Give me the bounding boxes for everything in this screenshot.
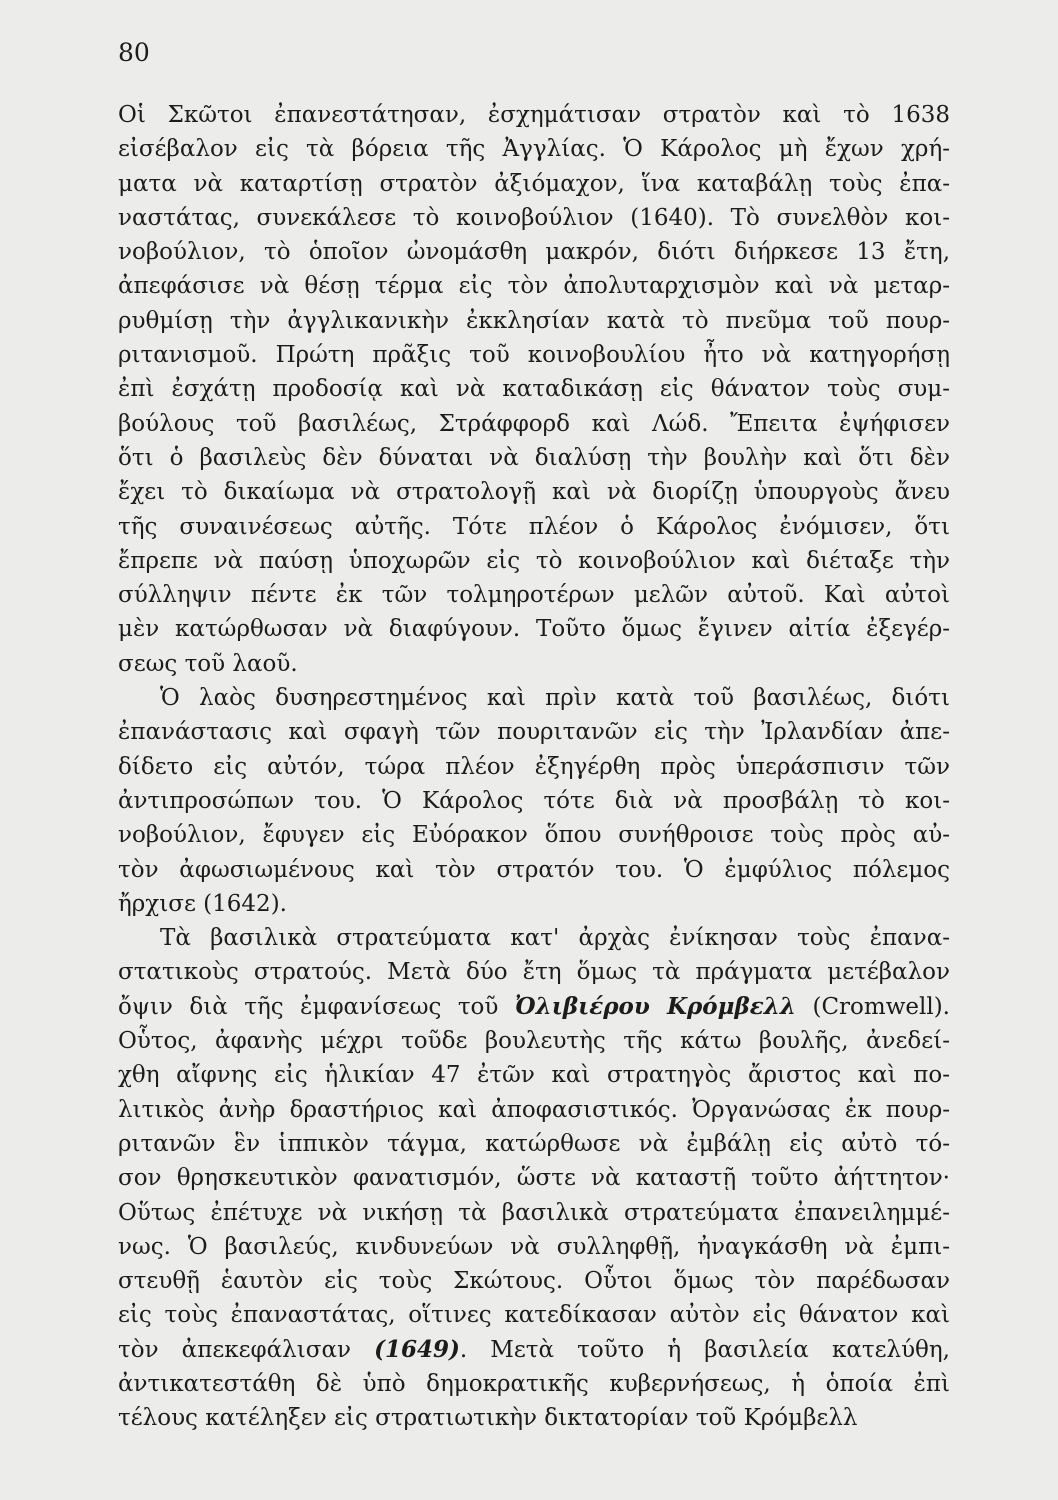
- text-line: [118, 1161, 950, 1195]
- line-text: ἔχει τὸ δικαίωμα νὰ στρατολογῇ καὶ νὰ διορίζῃ ὑπουργοὺς ἄνευ: [118, 479, 950, 506]
- text-line: [118, 304, 950, 338]
- text-line: [118, 441, 950, 475]
- text-line: [118, 372, 950, 406]
- text-line: [118, 1024, 950, 1058]
- line-text: Οὕτως ἐπέτυχε νὰ νικήσῃ τὰ βασιλικὰ στρατεύματα ἐπανειλημμέ-: [118, 1199, 950, 1226]
- line-text: χθη αἴφνης εἰς ἡλικίαν 47 ἐτῶν καὶ στρατηγὸς ἄριστος καὶ πο-: [118, 1062, 950, 1089]
- text-line: [118, 578, 950, 612]
- text-line: [118, 1264, 950, 1298]
- line-text: Οὗτος, ἀφανὴς μέχρι τοῦδε βουλευτὴς τῆς κάτω βουλῆς, ἀνεδεί-: [118, 1028, 950, 1055]
- paragraph: [118, 681, 950, 921]
- body-text: [118, 98, 950, 1436]
- text-line: [118, 132, 950, 166]
- line-text: Οἱ Σκῶτοι ἐπανεστάτησαν, ἐσχημάτισαν στρατὸν καὶ τὸ 1638: [118, 102, 950, 128]
- line-text: εἰσέβαλον εἰς τὰ βόρεια τῆς Ἀγγλίας. Ὁ Κάρολος μὴ ἔχων χρή-: [118, 136, 950, 163]
- text-line: [118, 544, 950, 578]
- line-text: ἐπὶ ἐσχάτῃ προδοσίᾳ καὶ νὰ καταδικάσῃ εἰς θάνατον τοὺς συμ-: [118, 376, 950, 403]
- line-text: στατικοὺς στρατούς. Μετὰ δύο ἔτη ὅμως τὰ πράγματα μετέβαλον: [118, 959, 950, 986]
- text-line: [118, 715, 950, 749]
- line-text: (Cromwell).: [795, 993, 950, 1020]
- line-text: ρυθμίσῃ τὴν ἀγγλικανικὴν ἐκκλησίαν κατὰ τὸ πνεῦμα τοῦ πουρ-: [118, 307, 950, 334]
- text-line: [118, 990, 950, 1024]
- paragraph: [118, 98, 950, 681]
- text-line: [118, 1196, 950, 1230]
- text-line: [118, 407, 950, 441]
- line-text: σεως τοῦ λαοῦ.: [118, 650, 298, 677]
- line-text: σον θρησκευτικὸν φανατισμόν, ὥστε νὰ καταστῇ τοῦτο ἀήττητον·: [118, 1165, 950, 1192]
- line-text: . Μετὰ τοῦτο ἡ βασιλεία κατελύθη,: [459, 1336, 950, 1363]
- line-text: ἀπεφάσισε νὰ θέσῃ τέρμα εἰς τὸν ἀπολυταρχισμὸν καὶ νὰ μεταρ-: [118, 273, 950, 300]
- emphasis-text: (1649): [374, 1335, 460, 1363]
- text-line: [118, 1230, 950, 1264]
- line-text: ἀντικατεστάθη δὲ ὑπὸ δημοκρατικῆς κυβερνήσεως, ἡ ὁποία ἐπὶ: [118, 1370, 950, 1397]
- text-line: [118, 784, 950, 818]
- text-line: [118, 475, 950, 509]
- line-text: νως. Ὁ βασιλεύς, κινδυνεύων νὰ συλληφθῇ, ἠναγκάσθη νὰ ἐμπι-: [118, 1233, 950, 1260]
- line-text: Ὁ λαὸς δυσηρεστημένος καὶ πρὶν κατὰ τοῦ βασιλέως, διότι: [160, 685, 950, 712]
- text-line: [118, 1058, 950, 1092]
- page-number: 80: [118, 38, 150, 67]
- line-text: νοβούλιον, ἔφυγεν εἰς Εὐόρακον ὅπου συνήθροισε τοὺς πρὸς αὐ-: [118, 822, 950, 849]
- line-text: δίδετο εἰς αὐτόν, τώρα πλέον ἐξηγέρθη πρὸς ὑπεράσπισιν τῶν: [118, 753, 950, 780]
- text-line: [118, 269, 950, 303]
- text-line: [118, 338, 950, 372]
- line-text: ναστάτας, συνεκάλεσε τὸ κοινοβούλιον (1640). Τὸ συνελθὸν κοι-: [118, 204, 950, 231]
- line-text: λιτικὸς ἀνὴρ δραστήριος καὶ ἀποφασιστικός. Ὀργανώσας ἐκ πουρ-: [118, 1096, 950, 1123]
- text-line: [118, 201, 950, 235]
- text-line: [118, 510, 950, 544]
- line-text: στευθῇ ἑαυτὸν εἰς τοὺς Σκώτους. Οὗτοι ὅμως τὸν παρέδωσαν: [118, 1268, 950, 1295]
- paragraph: [118, 921, 950, 1435]
- line-text: τῆς συναινέσεως αὐτῆς. Τότε πλέον ὁ Κάρολος ἐνόμισεν, ὅτι: [118, 513, 950, 540]
- line-text: μὲν κατώρθωσαν νὰ διαφύγουν. Τοῦτο ὅμως ἔγινεν αἰτία ἐξεγέρ-: [118, 616, 950, 643]
- text-line: [118, 167, 950, 201]
- text-line: [118, 887, 950, 921]
- text-line: [118, 235, 950, 269]
- line-text: ἔπρεπε νὰ παύσῃ ὑποχωρῶν εἰς τὸ κοινοβούλιον καὶ διέταξε τὴν: [118, 547, 950, 574]
- emphasis-text: Ὀλιβιέρου Κρόμβελλ: [514, 992, 796, 1020]
- text-line: [118, 1093, 950, 1127]
- line-text: νοβούλιον, τὸ ὁποῖον ὠνομάσθη μακρόν, διότι διήρκεσε 13 ἔτη,: [118, 239, 950, 266]
- text-line: [118, 1298, 950, 1332]
- line-text: τέλους κατέληξεν εἰς στρατιωτικὴν δικτατορίαν τοῦ Κρόμβελλ: [118, 1405, 858, 1432]
- line-text: ριτανῶν ἓν ἱππικὸν τάγμα, κατώρθωσε νὰ ἐμβάλῃ εἰς αὐτὸ τό-: [118, 1130, 950, 1157]
- text-line: [118, 1401, 950, 1435]
- text-line: [118, 1127, 950, 1161]
- line-text: ὅτι ὁ βασιλεὺς δὲν δύναται νὰ διαλύσῃ τὴν βουλὴν καὶ ὅτι δὲν: [118, 444, 950, 471]
- text-line: [118, 1333, 950, 1367]
- line-text: ριτανισμοῦ. Πρώτη πρᾶξις τοῦ κοινοβουλίου ἦτο νὰ κατηγορήσῃ: [118, 342, 950, 369]
- text-line: [118, 818, 950, 852]
- line-text: ἀντιπροσώπων του. Ὁ Κάρολος τότε διὰ νὰ προσβάλῃ τὸ κοι-: [118, 787, 950, 814]
- text-line: [118, 681, 950, 715]
- text-line: [118, 612, 950, 646]
- text-line: [118, 647, 950, 681]
- line-text: Τὰ βασιλικὰ στρατεύματα κατ' ἀρχὰς ἐνίκησαν τοὺς ἐπανα-: [160, 925, 950, 952]
- text-line: [118, 921, 950, 955]
- line-text: εἰς τοὺς ἐπαναστάτας, οἵτινες κατεδίκασαν αὐτὸν εἰς θάνατον καὶ: [118, 1302, 950, 1329]
- line-text: ἤρχισε (1642).: [118, 890, 287, 917]
- line-text: ὄψιν διὰ τῆς ἐμφανίσεως τοῦ: [118, 993, 515, 1020]
- line-text: ἐπανάστασις καὶ σφαγὴ τῶν πουριτανῶν εἰς τὴν Ἰρλανδίαν ἀπε-: [118, 719, 950, 746]
- text-line: [118, 955, 950, 989]
- text-line: [118, 853, 950, 887]
- text-line: [118, 98, 950, 132]
- line-text: τὸν ἀφωσιωμένους καὶ τὸν στρατόν του. Ὁ ἐμφύλιος πόλεμος: [118, 856, 950, 883]
- text-line: [118, 750, 950, 784]
- line-text: σύλληψιν πέντε ἐκ τῶν τολμηροτέρων μελῶν αὐτοῦ. Καὶ αὐτοὶ: [118, 582, 950, 609]
- text-line: [118, 1367, 950, 1401]
- line-text: τὸν ἀπεκεφάλισαν: [118, 1336, 375, 1363]
- line-text: ματα νὰ καταρτίσῃ στρατὸν ἀξιόμαχον, ἵνα καταβάλῃ τοὺς ἐπα-: [118, 170, 950, 197]
- line-text: βούλους τοῦ βασιλέως, Στράφφορδ καὶ Λώδ. Ἔπειτα ἐψήφισεν: [118, 410, 950, 437]
